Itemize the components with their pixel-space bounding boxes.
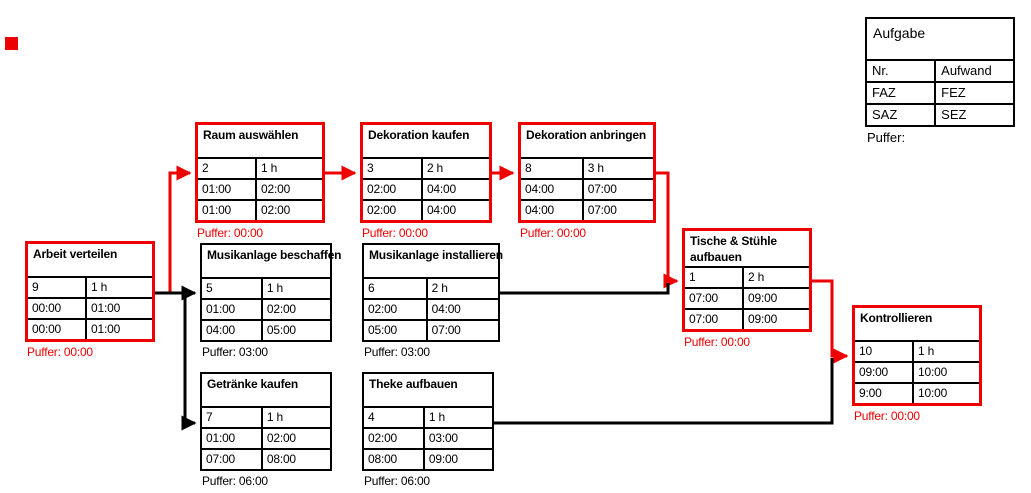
cell-fez: 03:00 — [423, 427, 492, 448]
node-title: Musikanlage installieren — [364, 245, 498, 279]
puffer-label: Puffer: 03:00 — [202, 345, 268, 359]
legend-puffer-label: Puffer: — [867, 130, 906, 145]
node-arbeit-verteilen — [25, 241, 155, 359]
node-title: Dekoration anbringen — [521, 125, 653, 159]
cell-nr: 7 — [206, 410, 213, 424]
cell-aufwand: 1 h — [85, 278, 152, 297]
cell-faz: 01:00 — [202, 427, 261, 448]
cell-saz: 9:00 — [855, 382, 912, 403]
connector-theke-kontrollieren — [494, 358, 832, 423]
cell-sez: 02:00 — [255, 199, 322, 220]
cell-aufwand: 3 h — [582, 159, 653, 178]
cell-fez: 07:00 — [582, 178, 653, 199]
cell-nr: 4 — [368, 410, 375, 424]
cell-fez: 04:00 — [426, 298, 498, 319]
cell-saz: 07:00 — [202, 448, 261, 469]
node-dekoration-kaufen — [360, 122, 492, 240]
cell-aufwand: 1 h — [261, 279, 330, 298]
legend-cell-faz: FAZ — [867, 81, 934, 103]
node-dekoration-anbringen — [518, 122, 656, 240]
cell-saz: 05:00 — [364, 319, 426, 340]
connector-tische-kontrollieren — [812, 281, 847, 356]
cell-nr: 10 — [859, 344, 872, 358]
legend-cell-fez: FEZ — [934, 81, 1013, 103]
cell-aufwand: 1 h — [423, 408, 492, 427]
cell-sez: 05:00 — [261, 319, 330, 340]
cell-sez: 09:00 — [423, 448, 492, 469]
cell-fez: 02:00 — [261, 298, 330, 319]
cell-faz: 02:00 — [364, 427, 423, 448]
cell-sez: 10:00 — [912, 382, 979, 403]
cell-aufwand: 2 h — [421, 159, 489, 178]
legend-cell-nr: Nr. — [872, 63, 889, 78]
cell-faz: 02:00 — [364, 298, 426, 319]
cell-faz: 02:00 — [363, 178, 421, 199]
node-tische-stuehle-aufbauen — [682, 228, 812, 349]
cell-fez: 09:00 — [742, 287, 809, 308]
cell-sez: 07:00 — [426, 319, 498, 340]
connector-dekoanbringen-tische — [656, 173, 677, 281]
legend — [865, 17, 1015, 145]
puffer-label: Puffer: 00:00 — [520, 226, 586, 240]
node-title: Theke aufbauen — [364, 374, 492, 408]
puffer-label: Puffer: 00:00 — [27, 345, 93, 359]
connector-arbeit-raum — [155, 173, 190, 293]
node-title: Kontrollieren — [855, 308, 979, 342]
cell-aufwand: 1 h — [912, 342, 979, 361]
cell-faz: 07:00 — [685, 287, 742, 308]
cell-saz: 02:00 — [363, 199, 421, 220]
cell-sez: 01:00 — [85, 318, 152, 339]
node-getraenke-kaufen — [200, 372, 332, 488]
cell-fez: 02:00 — [255, 178, 322, 199]
puffer-label: Puffer: 03:00 — [364, 345, 430, 359]
cell-nr: 8 — [525, 161, 532, 175]
cell-sez: 07:00 — [582, 199, 653, 220]
legend-cell-saz: SAZ — [867, 103, 934, 125]
cell-saz: 08:00 — [364, 448, 423, 469]
puffer-label: Puffer: 06:00 — [364, 474, 430, 488]
cell-sez: 09:00 — [742, 308, 809, 329]
cell-saz: 04:00 — [521, 199, 582, 220]
cell-nr: 5 — [206, 281, 213, 295]
cell-aufwand: 2 h — [426, 279, 498, 298]
legend-cell-aufwand: Aufwand — [934, 61, 1013, 81]
cell-aufwand: 1 h — [261, 408, 330, 427]
node-title: Arbeit verteilen — [28, 244, 152, 278]
cell-saz: 00:00 — [28, 318, 85, 339]
cell-aufwand: 2 h — [742, 268, 809, 287]
cell-fez: 01:00 — [85, 297, 152, 318]
node-theke-aufbauen — [362, 372, 494, 488]
cell-nr: 9 — [32, 280, 39, 294]
node-title: Raum auswählen — [198, 125, 322, 159]
connector-arbeit-getraenke — [155, 293, 195, 423]
connector-musikinstallieren-tische — [500, 283, 668, 293]
legend-title: Aufgabe — [867, 19, 1013, 61]
node-title: Tische & Stühle aufbauen — [685, 231, 809, 268]
legend-cell-sez: SEZ — [934, 103, 1013, 125]
cell-saz: 04:00 — [202, 319, 261, 340]
cell-faz: 00:00 — [28, 297, 85, 318]
cell-nr: 2 — [202, 161, 209, 175]
cell-saz: 01:00 — [198, 199, 255, 220]
node-musikanlage-installieren — [362, 243, 503, 359]
puffer-label: Puffer: 06:00 — [202, 474, 268, 488]
cell-fez: 10:00 — [912, 361, 979, 382]
cell-saz: 07:00 — [685, 308, 742, 329]
node-title: Musikanlage beschaffen — [202, 245, 330, 279]
node-kontrollieren — [852, 305, 982, 423]
cell-faz: 01:00 — [202, 298, 261, 319]
cell-faz: 04:00 — [521, 178, 582, 199]
cell-faz: 09:00 — [855, 361, 912, 382]
cell-nr: 6 — [368, 281, 375, 295]
cell-nr: 1 — [689, 270, 696, 284]
cell-fez: 02:00 — [261, 427, 330, 448]
puffer-label: Puffer: 00:00 — [684, 335, 750, 349]
cell-sez: 08:00 — [261, 448, 330, 469]
cell-faz: 01:00 — [198, 178, 255, 199]
cell-aufwand: 1 h — [255, 159, 322, 178]
node-title: Getränke kaufen — [202, 374, 330, 408]
puffer-label: Puffer: 00:00 — [197, 226, 263, 240]
cell-fez: 04:00 — [421, 178, 489, 199]
node-raum-auswaehlen — [195, 122, 325, 240]
puffer-label: Puffer: 00:00 — [362, 226, 428, 240]
cell-sez: 04:00 — [421, 199, 489, 220]
cell-nr: 3 — [367, 161, 374, 175]
node-musikanlage-beschaffen — [200, 243, 342, 359]
puffer-label: Puffer: 00:00 — [854, 409, 920, 423]
node-title: Dekoration kaufen — [363, 125, 489, 159]
